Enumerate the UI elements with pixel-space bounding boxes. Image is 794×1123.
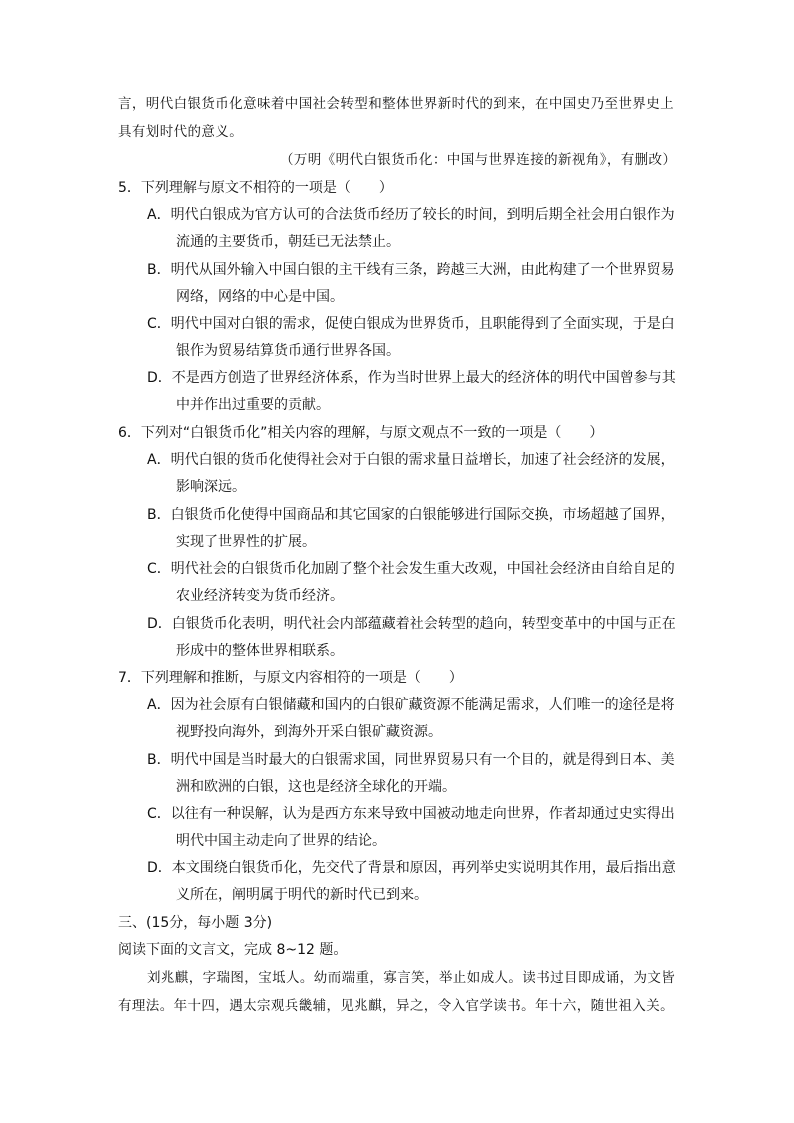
question-5-option-c-cont: 银作为贸易结算货币通行世界各国。 — [176, 343, 400, 359]
question-6-option-a-cont: 影响深远。 — [176, 479, 246, 495]
question-7-option-b: B．明代中国是当时最大的白银需求国，同世界贸易只有一个目的，就是得到日本、美 — [147, 752, 675, 768]
passage-end-line-1: 言，明代白银货币化意味着中国社会转型和整体世界新时代的到来，在中国史乃至世界史上 — [118, 96, 674, 112]
question-6-option-c: C．明代社会的白银货币化加剧了整个社会发生重大改观，中国社会经济由自给自足的 — [147, 561, 675, 577]
section-3-heading: 三、(15分，每小题 3分) — [118, 915, 273, 931]
passage-end-line-2: 具有划时代的意义。 — [118, 124, 244, 140]
question-7-option-c-cont: 明代中国主动走向了世界的结论。 — [176, 833, 386, 849]
question-6-option-d-cont: 形成中的整体世界相联系。 — [176, 643, 344, 659]
question-5-option-c: C．明代中国对白银的需求，促使白银成为世界货币，且职能得到了全面实现，于是白 — [147, 316, 675, 332]
question-5-option-a-cont: 流通的主要货币，朝廷已无法禁止。 — [176, 234, 400, 250]
question-6-option-c-cont: 农业经济转变为货币经济。 — [176, 588, 344, 604]
question-5-option-b: B．明代从国外输入中国白银的主干线有三条，跨越三大洲，由此构建了一个世界贸易 — [147, 262, 675, 278]
passage-source-citation: （万明《明代白银货币化：中国与世界连接的新视角》，有删改） — [280, 152, 677, 168]
section-3-instruction: 阅读下面的文言文，完成 8~12 题。 — [118, 942, 348, 958]
classical-text-line-2: 有理法。年十四，遇太宗观兵畿辅，见兆麒，异之，令入官学读书。年十六，随世祖入关。 — [118, 998, 674, 1014]
question-5-option-b-cont: 网络，网络的中心是中国。 — [176, 289, 344, 305]
question-5-option-d-cont: 中并作出过重要的贡献。 — [176, 397, 330, 413]
question-5-stem: 5．下列理解与原文不相符的一项是（ ） — [118, 180, 393, 196]
question-7-option-c: C．以往有一种误解，认为是西方东来导致中国被动地走向世界，作者却通过史实得出 — [147, 806, 675, 822]
question-7-option-a: A．因为社会原有白银储藏和国内的白银矿藏资源不能满足需求，人们唯一的途径是将 — [147, 697, 675, 713]
question-7-option-d-cont: 义所在，阐明属于明代的新时代已到来。 — [176, 887, 428, 903]
question-6-option-a: A．明代白银的货币化使得社会对于白银的需求量日益增长，加速了社会经济的发展， — [147, 452, 675, 468]
question-5-option-d: D．不是西方创造了世界经济体系，作为当时世界上最大的经济体的明代中国曾参与其 — [147, 370, 676, 386]
question-5-option-a: A．明代白银成为官方认可的合法货币经历了较长的时间，到明后期全社会用白银作为 — [147, 207, 675, 223]
question-7-option-b-cont: 洲和欧洲的白银，这也是经济全球化的开端。 — [176, 779, 456, 795]
question-6-option-b: B．白银货币化使得中国商品和其它国家的白银能够进行国际交换，市场超越了国界， — [147, 507, 675, 523]
classical-text-line-1: 刘兆麒，字瑞图，宝坻人。幼而端重，寡言笑，举止如成人。读书过目即成诵，为文皆 — [147, 970, 676, 986]
question-7-option-d: D．本文围绕白银货币化，先交代了背景和原因，再列举史实说明其作用，最后指出意 — [147, 860, 676, 876]
question-6-option-b-cont: 实现了世界性的扩展。 — [176, 534, 316, 550]
question-7-option-a-cont: 视野投向海外，到海外开采白银矿藏资源。 — [176, 724, 442, 740]
question-6-option-d: D．白银货币化表明，明代社会内部蕴藏着社会转型的趋向，转型变革中的中国与正在 — [147, 616, 676, 632]
question-6-stem: 6．下列对“白银货币化”相关内容的理解，与原文观点不一致的一项是（ ） — [118, 425, 604, 441]
question-7-stem: 7．下列理解和推断，与原文内容相符的一项是（ ） — [118, 670, 463, 686]
